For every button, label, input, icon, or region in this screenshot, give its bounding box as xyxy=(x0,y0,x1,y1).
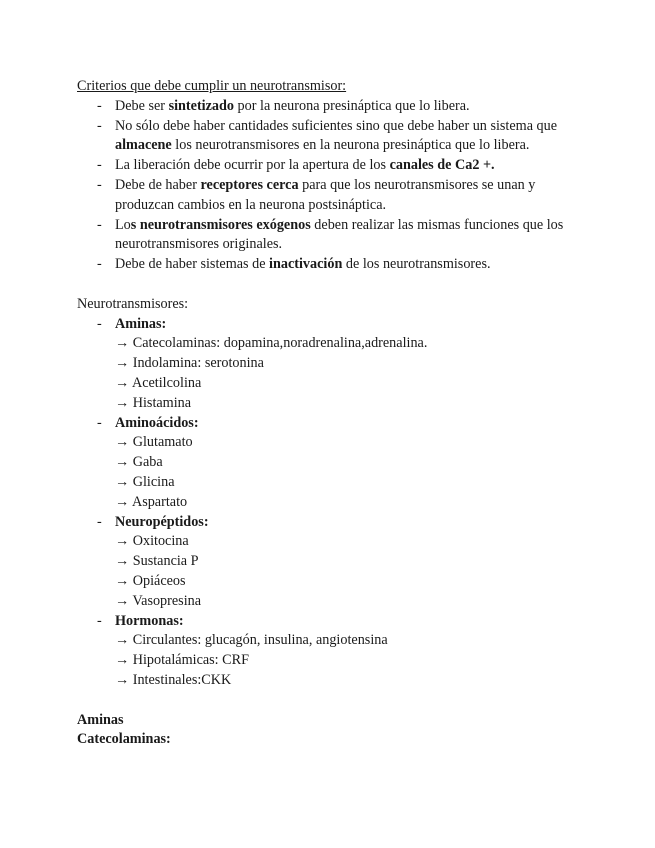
criteria-item: - No sólo debe haber cantidades suficientes sino que debe haber un sistema que almacene los neurotransmisores en la neurona presináptica que lo libera. xyxy=(77,117,577,157)
section-title-aminas: Aminas xyxy=(77,711,124,728)
criteria-list xyxy=(77,97,577,275)
list-item: → Hipotalámicas: CRF xyxy=(115,652,249,669)
neuro-groups xyxy=(77,315,577,691)
list-item: → Indolamina: serotonina xyxy=(115,355,264,372)
criteria-item: - Los neurotransmisores exógenos deben realizar las mismas funciones que los neurotransmisores originales. xyxy=(77,216,577,256)
list-item: → Opiáceos xyxy=(115,572,186,589)
list-item: → Catecolaminas: dopamina,noradrenalina,adrenalina. xyxy=(115,335,428,352)
list-item: → Vasopresina xyxy=(115,592,202,609)
list-item: → Gaba xyxy=(115,454,163,471)
blank-line xyxy=(77,275,577,295)
criteria-item: - La liberación debe ocurrir por la apertura de los canales de Ca2 +. xyxy=(77,156,577,176)
group-aminoacidos: - Aminoácidos: → Glutamato → Gaba → Glicina → Aspartato xyxy=(77,414,577,513)
list-item: → Glicina xyxy=(115,473,175,490)
criteria-item: - Debe ser sintetizado por la neurona presináptica que lo libera. xyxy=(77,97,577,117)
criteria-heading: Criterios que debe cumplir un neurotransmisor: xyxy=(77,78,347,94)
list-item: → Oxitocina xyxy=(115,533,189,550)
neuro-heading: Neurotransmisores: xyxy=(77,295,189,312)
group-aminas: - Aminas: → Catecolaminas: dopamina,noradrenalina,adrenalina. → Indolamina: serotonina → Acetilcolina → Histamina xyxy=(77,315,577,414)
list-item: → Sustancia P xyxy=(115,553,199,570)
criteria-item: - Debe de haber receptores cerca para que los neurotransmisores se unan y produzcan cambios en la neurona postsináptica. xyxy=(77,176,577,216)
list-item: → Histamina xyxy=(115,394,192,411)
group-hormonas: - Hormonas: → Circulantes: glucagón, insulina, angiotensina → Hipotalámicas: CRF → Intestinales:CKK xyxy=(77,612,577,691)
document-content xyxy=(77,77,577,750)
criteria-item: - Debe de haber sistemas de inactivación de los neurotransmisores. xyxy=(77,255,577,275)
list-item: → Intestinales:CKK xyxy=(115,671,232,688)
list-item: → Aspartato xyxy=(115,493,188,510)
blank-line xyxy=(77,691,577,711)
group-neuropeptidos: - Neuropéptidos: → Oxitocina → Sustancia P → Opiáceos → Vasopresina xyxy=(77,513,577,612)
list-item: → Glutamato xyxy=(115,434,193,451)
list-item: → Circulantes: glucagón, insulina, angiotensina xyxy=(115,632,388,649)
list-item: → Acetilcolina xyxy=(115,374,202,391)
section-title-catecolaminas: Catecolaminas: xyxy=(77,731,171,748)
